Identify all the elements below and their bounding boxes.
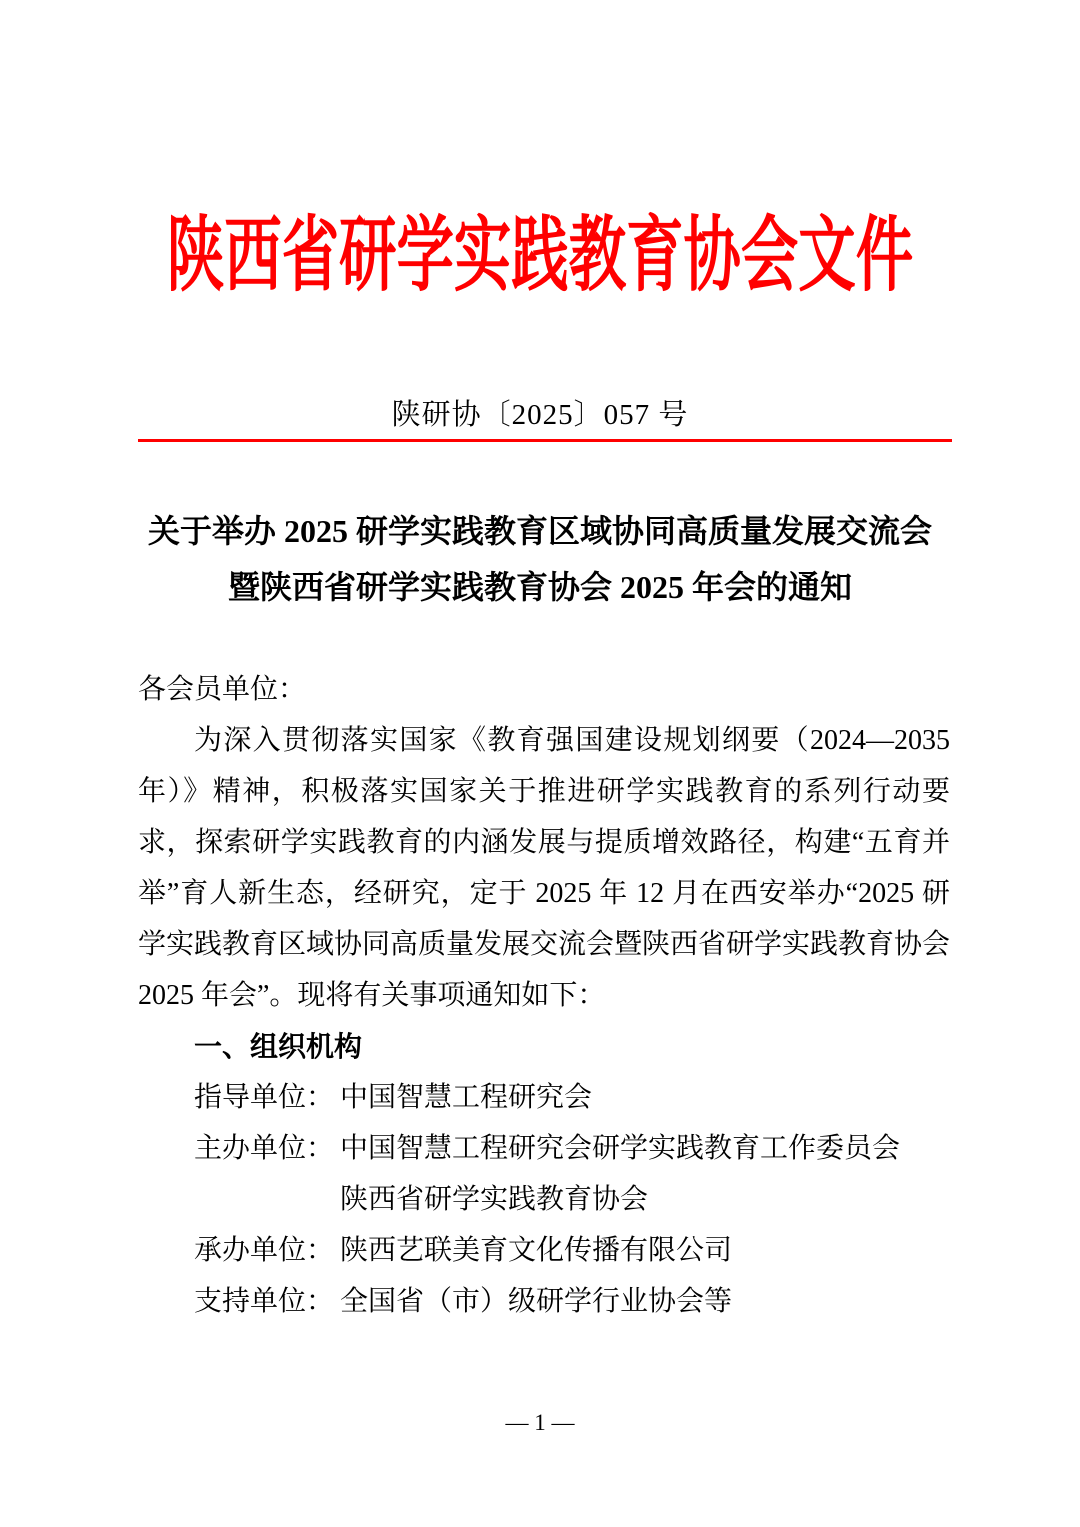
document-body [138, 664, 950, 1327]
org-row-host-unit-continued [138, 1174, 950, 1225]
org-row-label [194, 1174, 340, 1225]
notice-title [135, 503, 945, 615]
org-row-value: 中国智慧工程研究会研学实践教育工作委员会 [340, 1133, 901, 1164]
org-row-host-unit [138, 1123, 950, 1174]
org-row-value: 全国省（市）级研学行业协会等 [340, 1286, 733, 1317]
salutation: 各会员单位： [138, 674, 307, 705]
org-row-organizer-unit [138, 1225, 950, 1276]
org-row-label: 主办单位： [194, 1133, 335, 1164]
org-row-value: 陕西艺联美育文化传播有限公司 [340, 1235, 733, 1266]
page-number: — 1 — [505, 1410, 575, 1435]
letterhead [0, 210, 1080, 302]
section-1-heading: 一、组织机构 [194, 1031, 363, 1062]
red-divider-line [138, 439, 952, 442]
org-row-guidance-unit [138, 1072, 950, 1123]
intro-paragraph: 为深入贯彻落实国家《教育强国建设规划纲要（2024—2035 年）》精神，积极落实国家关于推进研学实践教育的系列行动要求，探索研学实践教育的内涵发展与提质增效路径，构建“五育并举”育人新生态，经研究，定于 2025 年 12 月在西安举办“2025 研学实践教育区域协同高质量发展交流会暨陕西省研学实践教育协会 2025 年会”。现将有关事项通知如下： [138, 725, 951, 1011]
org-row-support-unit [138, 1276, 950, 1327]
letterhead-org-title: 陕西省研学实践教育协会文件 [166, 210, 914, 301]
org-row-label: 承办单位： [194, 1235, 335, 1266]
org-row-label: 支持单位： [194, 1286, 335, 1317]
notice-title-line-1: 关于举办 2025 研学实践教育区域协同高质量发展交流会 [147, 513, 932, 549]
org-row-value: 中国智慧工程研究会 [340, 1082, 593, 1113]
org-row-label: 指导单位： [194, 1082, 335, 1113]
document-number: 陕研协〔2025〕057 号 [391, 399, 689, 431]
org-row-value: 陕西省研学实践教育协会 [340, 1184, 649, 1215]
notice-title-line-2: 暨陕西省研学实践教育协会 2025 年会的通知 [227, 569, 852, 605]
